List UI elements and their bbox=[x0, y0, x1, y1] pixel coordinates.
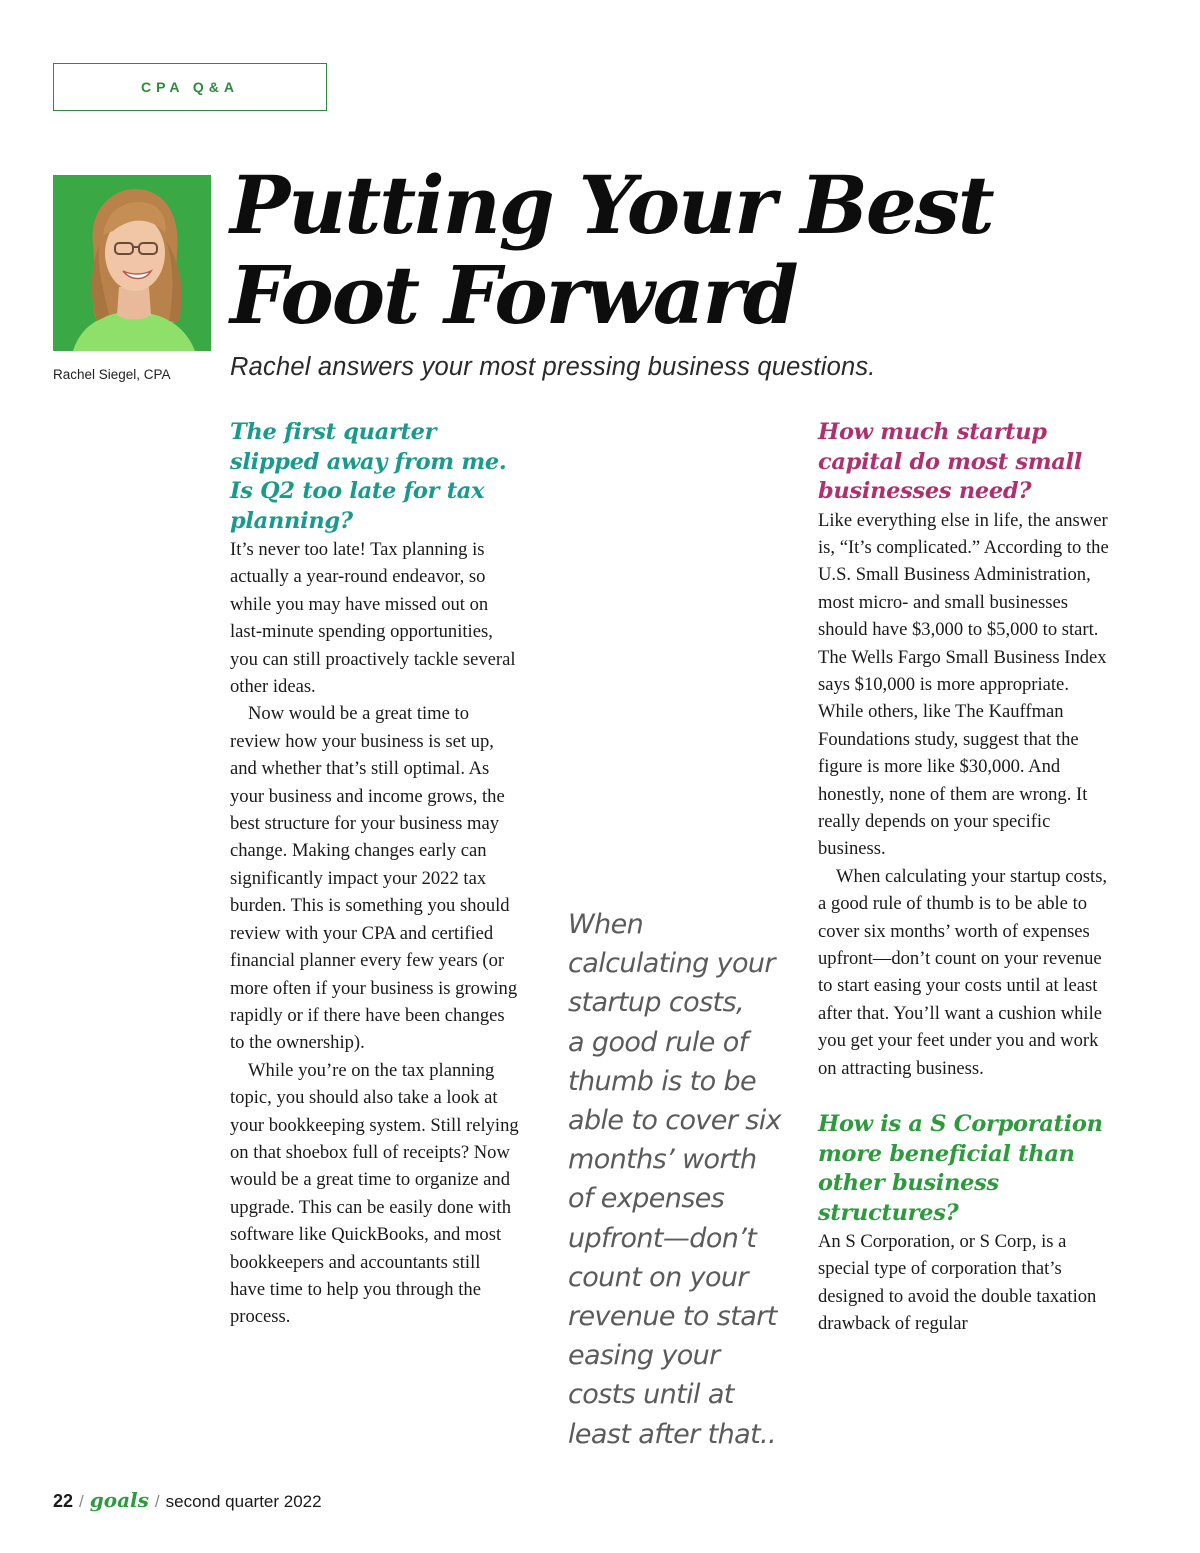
question-block bbox=[230, 418, 520, 1331]
right-column bbox=[818, 418, 1113, 1338]
magazine-brand: goals bbox=[89, 1488, 149, 1512]
paragraph: It’s never too late! Tax planning is actually a year-round endeavor, so while you may have missed out on last-minute spending opportunities, you can still proactively tackle several other ideas. bbox=[230, 539, 516, 698]
pull-quote-line: startup costs, bbox=[568, 987, 744, 1019]
paragraph: While you’re on the tax planning topic, you should also take a look at your bookkeeping system. Still relying on that shoebox full of receipts? Now would be a great time to organize and upgrade. This can be easily done with software like QuickBooks, and most bookkeepers and accountants still have time to help you through the process. bbox=[230, 1059, 519, 1328]
footer-separator: / bbox=[154, 1492, 160, 1511]
article-subhead: Rachel answers your most pressing business questions. bbox=[230, 353, 876, 381]
page-number: 22 bbox=[53, 1491, 74, 1511]
pull-quote-line: upfront—don’t bbox=[568, 1222, 757, 1254]
pull-quote-line: count on your bbox=[568, 1261, 748, 1293]
pull-quote-line: costs until at bbox=[568, 1379, 734, 1411]
answer-text bbox=[818, 1228, 1113, 1338]
headline-line-1: Putting Your Best bbox=[230, 158, 993, 252]
footer-separator: / bbox=[79, 1492, 84, 1511]
answer-text bbox=[818, 507, 1113, 1083]
pull-quote-line: calculating your bbox=[568, 948, 775, 980]
pull-quote-line: easing your bbox=[568, 1340, 720, 1372]
article-headline bbox=[230, 160, 1130, 340]
left-column bbox=[230, 418, 520, 1331]
pull-quote-line: able to cover six bbox=[568, 1105, 782, 1137]
section-tag: CPA Q&A bbox=[53, 63, 327, 111]
paragraph: When calculating your startup costs, a good rule of thumb is to be able to cover six months’ worth of expenses upfront—don’t count on your revenue to start easing your costs until at least after that. You’ll want a cushion while you get your feet under you and work on attracting business. bbox=[818, 865, 1108, 1079]
pull-quote-line: thumb is to be bbox=[568, 1065, 757, 1097]
author-photo bbox=[53, 175, 211, 351]
question-block bbox=[818, 418, 1113, 1082]
page-footer bbox=[53, 1488, 322, 1512]
question-block bbox=[818, 1110, 1113, 1338]
question-heading: The first quarter slipped away from me. Is Q2 too late for tax planning? bbox=[230, 419, 507, 534]
pull-quote-line: a good rule of bbox=[568, 1026, 748, 1058]
issue-label: second quarter 2022 bbox=[165, 1492, 322, 1511]
pull-quote-line: months’ worth bbox=[568, 1144, 757, 1176]
headline-line-2: Foot Forward bbox=[230, 248, 797, 342]
pull-quote-line: of expenses bbox=[568, 1183, 725, 1215]
author-caption: Rachel Siegel, CPA bbox=[53, 367, 171, 382]
question-heading: How is a S Corporation more beneficial than other business structures? bbox=[818, 1111, 1103, 1226]
answer-text bbox=[230, 536, 520, 1331]
paragraph: Like everything else in life, the answer is, “It’s complicated.” According to the U.S. Small Business Administration, most micro- and small businesses should have $3,000 to $5,000 to start. The Wells Fargo Small Business Index says $10,000 is more appropriate. While others, like The Kauffman Foundations study, suggest that the figure is more like $30,000. And honestly, none of them are wrong. It really depends on your specific business. bbox=[818, 509, 1109, 860]
paragraph: Now would be a great time to review how your business is set up, and whether that’s still optimal. As your business and income grows, the best structure for your business may change. Making changes early can significantly impact your 2022 tax burden. This is something you should review with your CPA and certified financial planner every few years (or more often if your business is growing rapidly or if there have been changes to the ownership). bbox=[230, 703, 518, 1054]
pull-quote-line: least after that.. bbox=[568, 1418, 777, 1450]
pull-quote-line: revenue to start bbox=[568, 1301, 777, 1333]
pull-quote-line: When bbox=[568, 909, 644, 940]
pull-quote bbox=[568, 905, 788, 1454]
paragraph: An S Corporation, or S Corp, is a special type of corporation that’s designed to avoid the double taxation drawback of regular bbox=[818, 1231, 1097, 1335]
question-heading: How much startup capital do most small businesses need? bbox=[818, 419, 1083, 504]
